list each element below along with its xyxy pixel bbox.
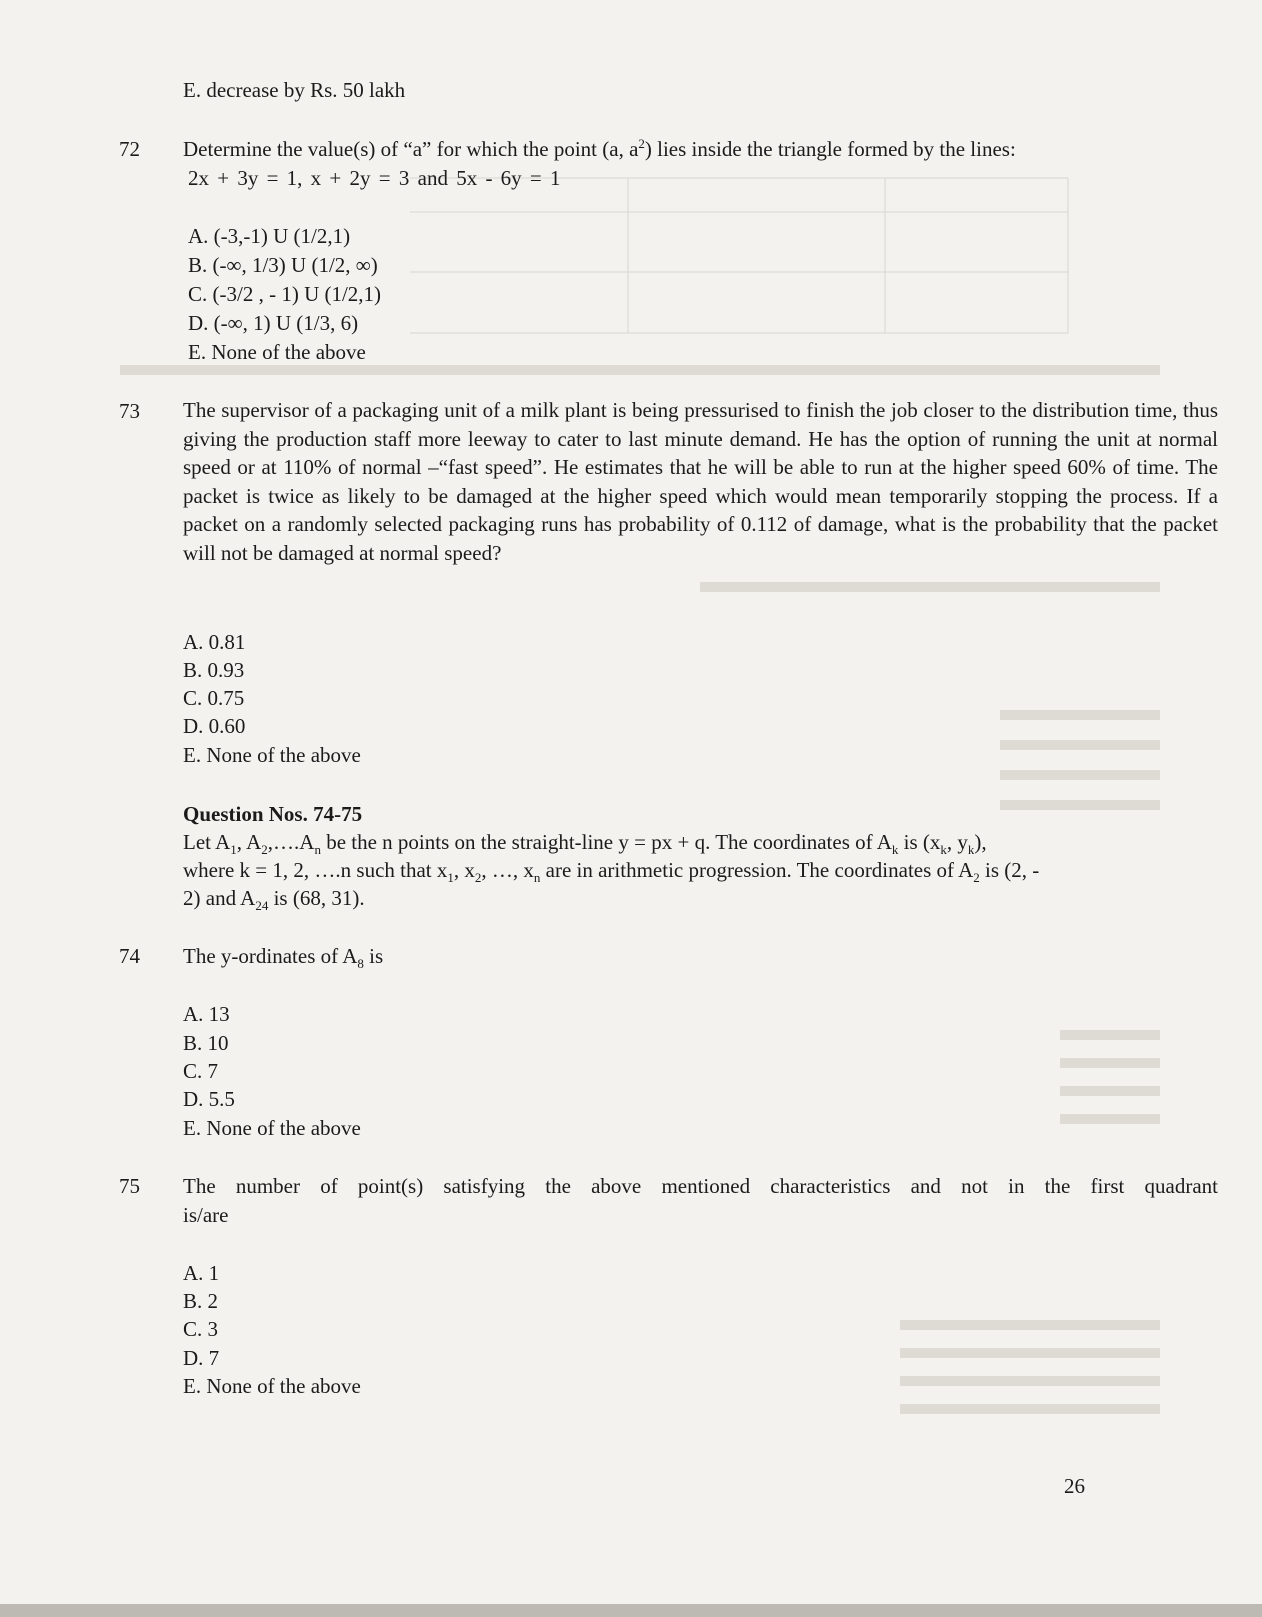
- q73-text: The supervisor of a packaging unit of a milk plant is being pressurised to finish the job closer to the distribution time, thus giving the production staff more leeway to cater to last minute demand. He has the option of running the unit at normal speed or at 110% of normal –“fast speed”. He estimates that he will be able to run at the higher speed 60% of time. The packet is twice as likely to be damaged at the higher speed which would mean temporarily stopping the process. If a packet on a randomly selected packaging runs has probability of 0.112 of damage, what is the probability that the packet will not be damaged at normal speed?: [183, 398, 1218, 565]
- q72-option-e: E. None of the above: [188, 340, 366, 364]
- group-text-line1: Let $A_1$, $A_2,\dots.A_n$ be the n points on the straight-line y = px + q. The coordinates of $A_k$ is ($x_k$, $y_k$),: [183, 830, 987, 858]
- q75-option-e: E. None of the above: [183, 1374, 361, 1398]
- page-number: 26: [1064, 1474, 1085, 1498]
- q72-option-d: D. (-∞, 1) U (1/3, 6): [188, 311, 359, 335]
- q74-option-e: E. None of the above: [183, 1116, 361, 1140]
- q74-stem: The y-ordinates of $A_8$ is: [183, 944, 384, 972]
- q72-stem: Determine the value(s) of “a” for which the point (a, $a^2$) lies inside the triangle formed by the lines:: [183, 136, 1016, 161]
- q74-option-c: C. 7: [183, 1059, 219, 1083]
- q72-number: 72: [119, 137, 140, 161]
- q73-option-d: D. 0.60: [183, 714, 246, 738]
- q75-number: 75: [119, 1174, 140, 1198]
- group-text-line3: 2) and $A_{24}$ is (68, 31).: [183, 886, 365, 914]
- q73-option-b: B. 0.93: [183, 658, 245, 682]
- q73-number: 73: [119, 399, 140, 423]
- q75-option-c: C. 3: [183, 1317, 219, 1341]
- scan-edge: [0, 1604, 1262, 1617]
- group-text-line2: where k = 1, 2, ….n such that $x_1$, $x_2$, …, $x_n$ are in arithmetic progression. The coordinates of $A_2$ is (2, -: [183, 858, 1040, 886]
- q75-option-d: D. 7: [183, 1346, 220, 1370]
- q73-option-c: C. 0.75: [183, 686, 245, 710]
- q72-option-b: B. (-∞, 1/3) U (1/2, ∞): [188, 253, 378, 277]
- q75-option-b: B. 2: [183, 1289, 219, 1313]
- question-group-heading: Question Nos. 74-75: [183, 802, 363, 826]
- q71-option-e: E. decrease by Rs. 50 lakh: [183, 78, 406, 102]
- q72-option-a: A. (-3,-1) U (1/2,1): [188, 224, 351, 248]
- q72-lines: 2x + 3y = 1, x + 2y = 3 and 5x - 6y = 1: [188, 166, 561, 190]
- q74-option-a: A. 13: [183, 1002, 230, 1026]
- q75-option-a: A. 1: [183, 1261, 220, 1285]
- q72-option-c: C. (-3/2 , - 1) U (1/2,1): [188, 282, 382, 306]
- q73-option-e: E. None of the above: [183, 743, 361, 767]
- q73-option-a: A. 0.81: [183, 630, 246, 654]
- q75-stem: The number of point(s) satisfying the above mentioned characteristics and not in the first quadrant is/are: [183, 1174, 1218, 1227]
- q74-option-d: D. 5.5: [183, 1087, 235, 1111]
- q74-option-b: B. 10: [183, 1031, 229, 1055]
- q74-number: 74: [119, 944, 140, 968]
